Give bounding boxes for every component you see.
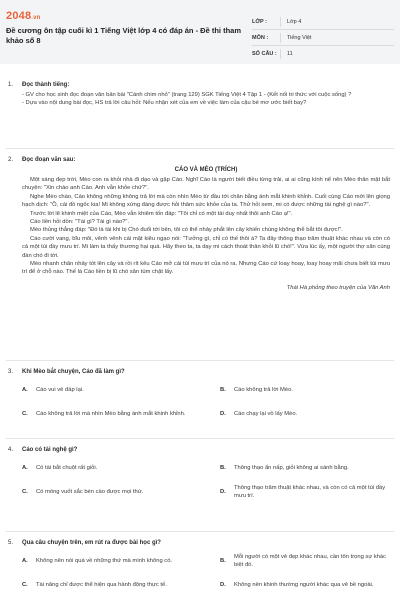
story-paragraph: Nghe Mèo chào, Cáo không những không trả lời mà còn nhìn Mèo từ đầu tới chân bằng ánh mắt khinh khỉnh. Cuối cùng Cáo mới lên giọng hạch dịch: "Ồ, cái đồ ngốc kia! Mi không xứng đáng được hỏi thăm sức khỏe của ta. Thử hỏi xem, mi có được những tài nghệ gì nào?". — [22, 193, 390, 209]
story-paragraph: Cáo cười vang, bĩu môi, vênh vênh cái mặt kiêu ngạo nói: "Tưởng gì, chỉ có thế thôi à? Ta đây thông thạo trăm thuật khác nhau và còn có cả một túi đầy mưu trí. Mi làm ta thấy thương hại quá. Hãy theo ta, ta dạy mi cách thoát thân khỏi lũ chó!". Vừa lúc ấy, một người thợ săn cùng đàn chó đi tới. — [22, 235, 390, 259]
question-line: - Dựa vào nội dung bài đọc, HS trả lời câu hỏi: Nếu nhận xét của em về việc làm của cậu bé mơ ước biết bay? — [22, 100, 307, 107]
option-text: Cáo chạy lại vồ lấy Mèo. — [234, 410, 298, 417]
meta-key: MÔN : — [252, 34, 269, 41]
question-title: Qua câu chuyện trên, em rút ra được bài học gì? — [22, 540, 161, 546]
option-letter: B. — [220, 386, 226, 393]
answer-options — [22, 552, 390, 594]
question-number: 3. — [8, 369, 14, 375]
option-letter: D. — [220, 410, 226, 417]
question-number: 4. — [8, 447, 14, 453]
story-paragraph: Cáo liền hỏi dồn: "Tài gì? Tài gì nào?". — [30, 219, 130, 226]
option-letter: D. — [220, 581, 226, 588]
page-header — [0, 0, 400, 64]
question-number: 1. — [8, 82, 14, 88]
question-2 — [8, 157, 390, 291]
logo-suffix: .vn — [31, 15, 41, 21]
meta-key: SỐ CÂU : — [252, 51, 277, 57]
story-paragraph: Một sáng đẹp trời, Mèo con ra khỏi nhà đi dạo và gặp Cáo. Nghĩ Cáo là người biết điều từng trải, ai ai cũng kính nể nên Mèo thân mật bắt chuyện: "Xin chào anh Cáo. Anh vẫn khỏe chứ?". — [22, 177, 390, 192]
option-text: Có tài bắt chuột rất giỏi. — [36, 464, 98, 471]
option-a[interactable] — [22, 381, 192, 399]
story-body — [22, 176, 390, 277]
option-text: Thông thạo ẩn nấp, giỏi không ai sánh bằng. — [234, 464, 349, 471]
meta-row-count — [252, 46, 394, 62]
question-body — [22, 91, 390, 108]
divider — [6, 438, 394, 439]
option-a[interactable] — [22, 459, 192, 477]
meta-key: LỚP : — [252, 18, 267, 25]
story-paragraph: Mèo nhanh chân nhảy tót lên cây và rồi rít kêu Cáo mở cái túi mưu trí của nó ra. Nhưng Cáo cứ loay hoay, loay hoay mãi chưa biết túi mưu trí để ở chỗ nào. Thế là Cáo liền bị lũ chó săn túm chặt lấy. — [22, 261, 390, 276]
option-text: Mỗi người có một vẻ đẹp khác nhau, cần tôn trọng sự khác biệt đó. — [234, 553, 387, 568]
option-letter: A. — [22, 464, 28, 471]
option-text: Cáo vui vẻ đáp lại. — [36, 386, 84, 393]
meta-value: Tiếng Việt — [280, 33, 311, 43]
question-title: Đọc thành tiếng: — [22, 82, 70, 88]
question-number: 5. — [8, 540, 14, 546]
option-letter: C. — [22, 410, 28, 417]
story-paragraph: Mèo thủng thẳng đáp: "Đó là tài khi bị Chó đuổi tới bên, tôi có thể nhảy phắt lên cây khiến chúng không thể bắt tôi được!". — [30, 227, 343, 234]
option-a[interactable] — [22, 552, 192, 570]
meta-value: Lớp 4 — [280, 17, 301, 27]
question-title: Đọc đoạn văn sau: — [22, 157, 76, 163]
option-letter: C. — [22, 488, 28, 495]
answer-options — [22, 459, 390, 501]
option-letter: A. — [22, 557, 28, 564]
option-c[interactable] — [22, 483, 192, 501]
option-text: Cáo không trả lời Mèo. — [234, 386, 293, 393]
option-letter: C. — [22, 581, 28, 588]
meta-value: 11 — [280, 49, 293, 59]
answer-options — [22, 381, 390, 423]
option-text: Có móng vuốt sắc bén cào được mọi thứ. — [36, 488, 144, 495]
option-letter: B. — [220, 464, 226, 471]
document-title: Đề cương ôn tập cuối kì 1 Tiếng Việt lớp 4 có đáp án - Đề thi tham khảo số 8 — [6, 26, 242, 45]
story-title: CÁO VÀ MÈO (TRÍCH) — [174, 167, 238, 173]
site-logo[interactable] — [6, 10, 41, 22]
divider — [6, 360, 394, 361]
question-title: Khi Mèo bắt chuyện, Cáo đã làm gì? — [22, 369, 125, 375]
option-text: Không nên nói quá về những thứ mà mình không có. — [36, 557, 173, 564]
question-5 — [8, 540, 390, 594]
option-b[interactable] — [220, 381, 390, 399]
question-4 — [8, 447, 390, 501]
option-letter: A. — [22, 386, 28, 393]
meta-row-subject — [252, 30, 394, 46]
option-c[interactable] — [22, 576, 192, 594]
meta-row-class — [252, 14, 394, 30]
divider — [6, 531, 394, 532]
option-c[interactable] — [22, 405, 192, 423]
logo-main: 2048 — [6, 10, 32, 22]
question-title: Cáo có tài nghệ gì? — [22, 447, 78, 453]
option-letter: B. — [220, 557, 226, 564]
option-d[interactable] — [220, 405, 390, 423]
option-d[interactable] — [220, 576, 390, 594]
option-text: Tài năng chỉ được thể hiện qua hành động thực tế. — [36, 581, 167, 588]
option-text: Không nên khinh thường người khác qua vẻ bề ngoài. — [234, 581, 374, 588]
story-paragraph: Trước lời lẽ khinh miệt của Cáo, Mèo vẫn khiêm tốn đáp: "Tôi chỉ có một tài duy nhất thôi anh Cáo ạ!". — [30, 210, 293, 217]
option-d[interactable] — [220, 483, 390, 501]
question-number: 2. — [8, 157, 14, 163]
option-b[interactable] — [220, 459, 390, 477]
question-3 — [8, 369, 390, 423]
divider — [6, 148, 394, 149]
option-b[interactable] — [220, 552, 390, 570]
document-meta — [252, 14, 394, 62]
question-1 — [8, 82, 390, 108]
option-text: Cáo không trả lời mà nhìn Mèo bằng ánh mắt khinh khỉnh. — [36, 410, 186, 417]
story-source: Thái Hà phỏng theo truyện của Văn Anh — [286, 284, 390, 291]
question-line: - GV cho học sinh đọc đoạn văn bản bài "Cánh chim nhỏ" (trang 129) SGK Tiếng Việt 4 Tập 1 - (Kết nối tri thức với cuộc sống) ? — [22, 92, 352, 98]
option-letter: D. — [220, 488, 226, 495]
option-text: Thông thạo trăm thuật khác nhau, và còn có cả một túi đầy mưu trí. — [234, 484, 386, 499]
